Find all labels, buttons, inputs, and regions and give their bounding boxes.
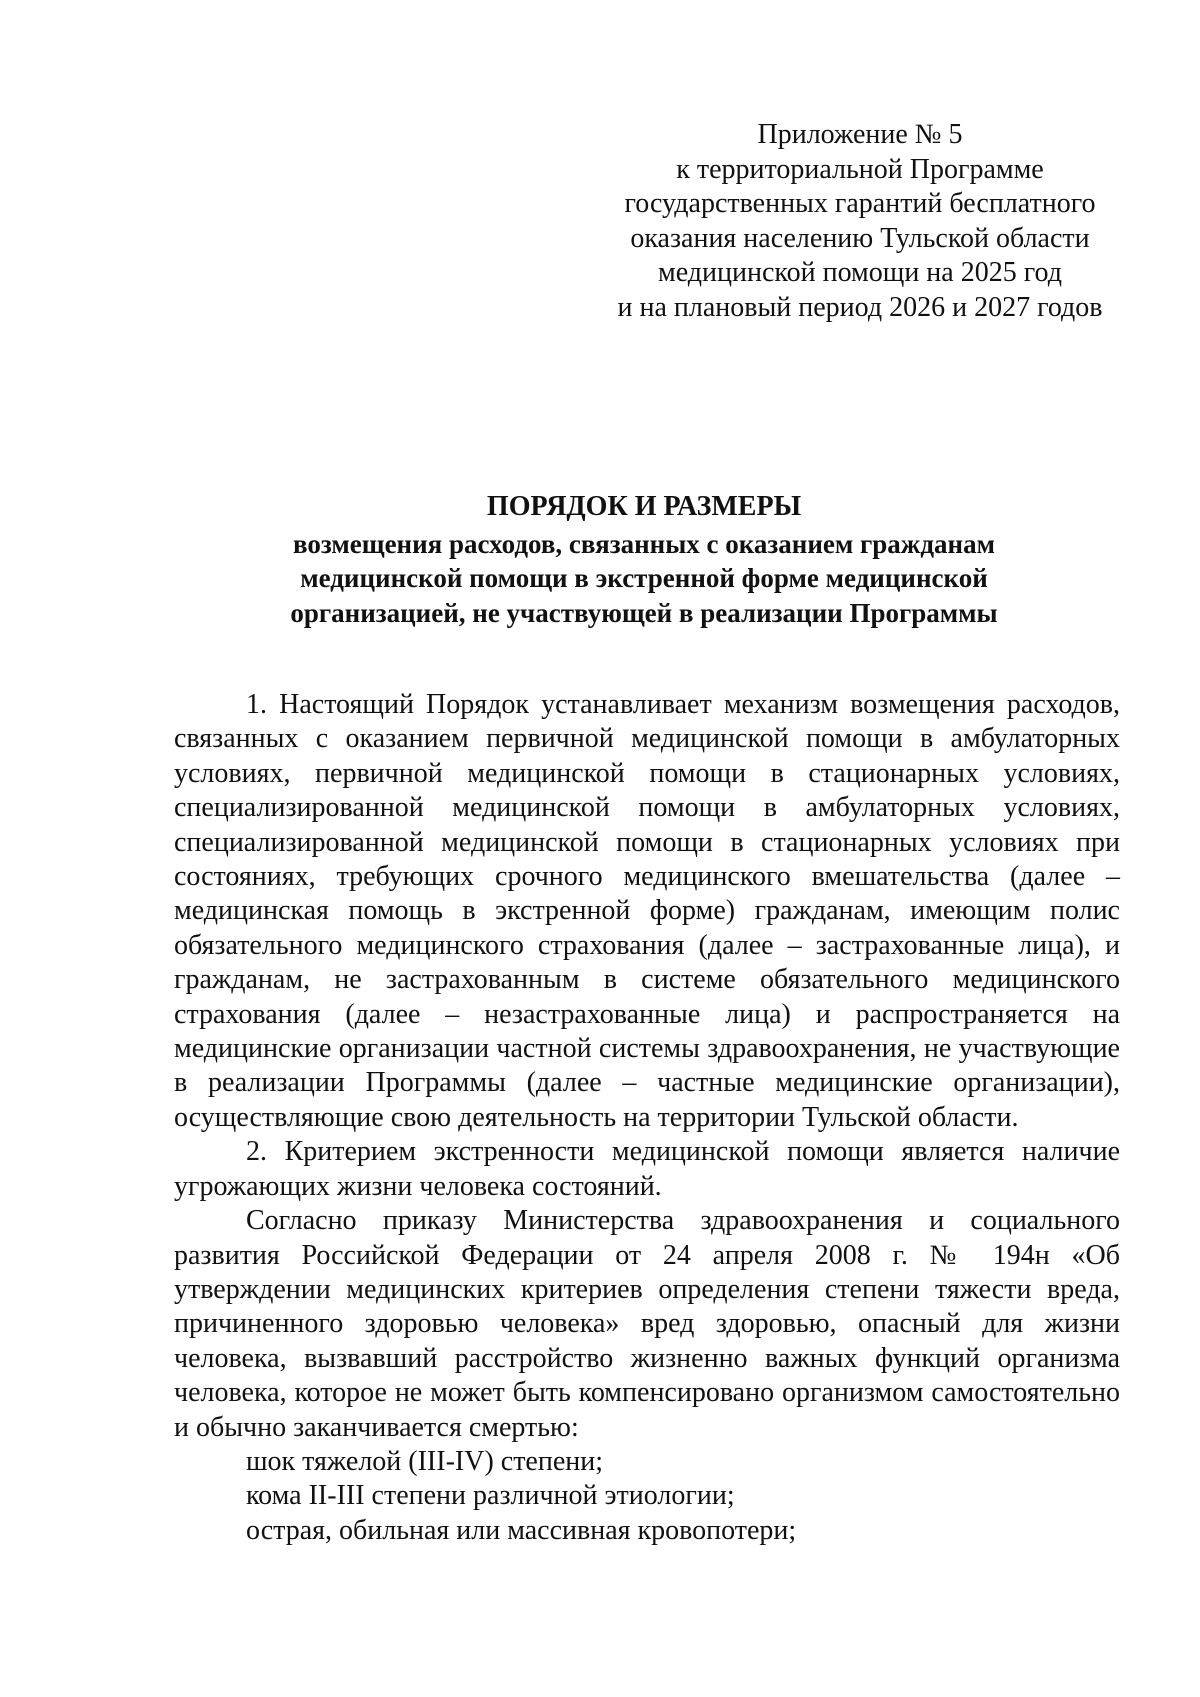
document-title xyxy=(172,490,1116,630)
paragraph-3: Согласно приказу Министерства здравоохранения и социального развития Российской Федерации от 24 апреля 2008 г. № 194н «Об утверждении медицинских критериев определения степени тяжести вреда, причиненного здоровью человека» вред здоровью, опасный для жизни человека, вызвавший расстройство жизненно важных функций организма человека, которое не может быть компенсировано организмом самостоятельно и обычно заканчивается смертью: xyxy=(174,1205,1120,1443)
document-body xyxy=(174,688,1120,1548)
list-item-3: острая, обильная или массивная кровопотери; xyxy=(246,1514,797,1546)
annex-line-5: медицинской помощи на 2025 год xyxy=(658,257,1062,288)
annex-line-4: оказания населению Тульской области xyxy=(630,222,1090,254)
annex-line-3: государственных гарантий бесплатного xyxy=(624,188,1096,219)
title-subtitle xyxy=(172,527,1116,631)
paragraph-2: 2. Критерием экстренности медицинской помощи является наличие угрожающих жизни человека состояний. xyxy=(174,1136,1120,1202)
subtitle-line-1: возмещения расходов, связанных с оказанием гражданам xyxy=(293,528,995,559)
annex-line-6: и на плановый период 2026 и 2027 годов xyxy=(617,291,1103,323)
subtitle-line-2: медицинской помощи в экстренной форме медицинской xyxy=(300,563,988,593)
subtitle-line-3: организацией, не участвующей в реализации Программы xyxy=(290,597,998,628)
annex-header xyxy=(580,118,1140,325)
paragraph-1: 1. Настоящий Порядок устанавливает механизм возмещения расходов, связанных с оказанием первичной медицинской помощи в амбулаторных условиях, первичной медицинской помощи в стационарных условиях, специализированной медицинской помощи в амбулаторных условиях, специализированной медицинской помощи в стационарных условиях при состояниях, требующих срочного медицинского вмешательства (далее – медицинская помощь в экстренной форме) гражданам, имеющим полис обязательного медицинского страхования (далее – застрахованные лица), и гражданам, не застрахованным в системе обязательного медицинского страхования (далее – незастрахованные лица) и распространяется на медицинские организации частной системы здравоохранения, не участвующие в реализации Программы (далее – частные медицинские организации), осуществляющие свою деятельность на территории Тульской области. xyxy=(174,689,1120,1133)
title-main: ПОРЯДОК И РАЗМЕРЫ xyxy=(486,491,802,522)
annex-line-1: Приложение № 5 xyxy=(757,119,963,150)
annex-line-2: к территориальной Программе xyxy=(676,153,1044,185)
list-item-2: кома II-III степени различной этиологии; xyxy=(246,1480,735,1512)
list-item-1: шок тяжелой (III-IV) степени; xyxy=(246,1445,604,1477)
